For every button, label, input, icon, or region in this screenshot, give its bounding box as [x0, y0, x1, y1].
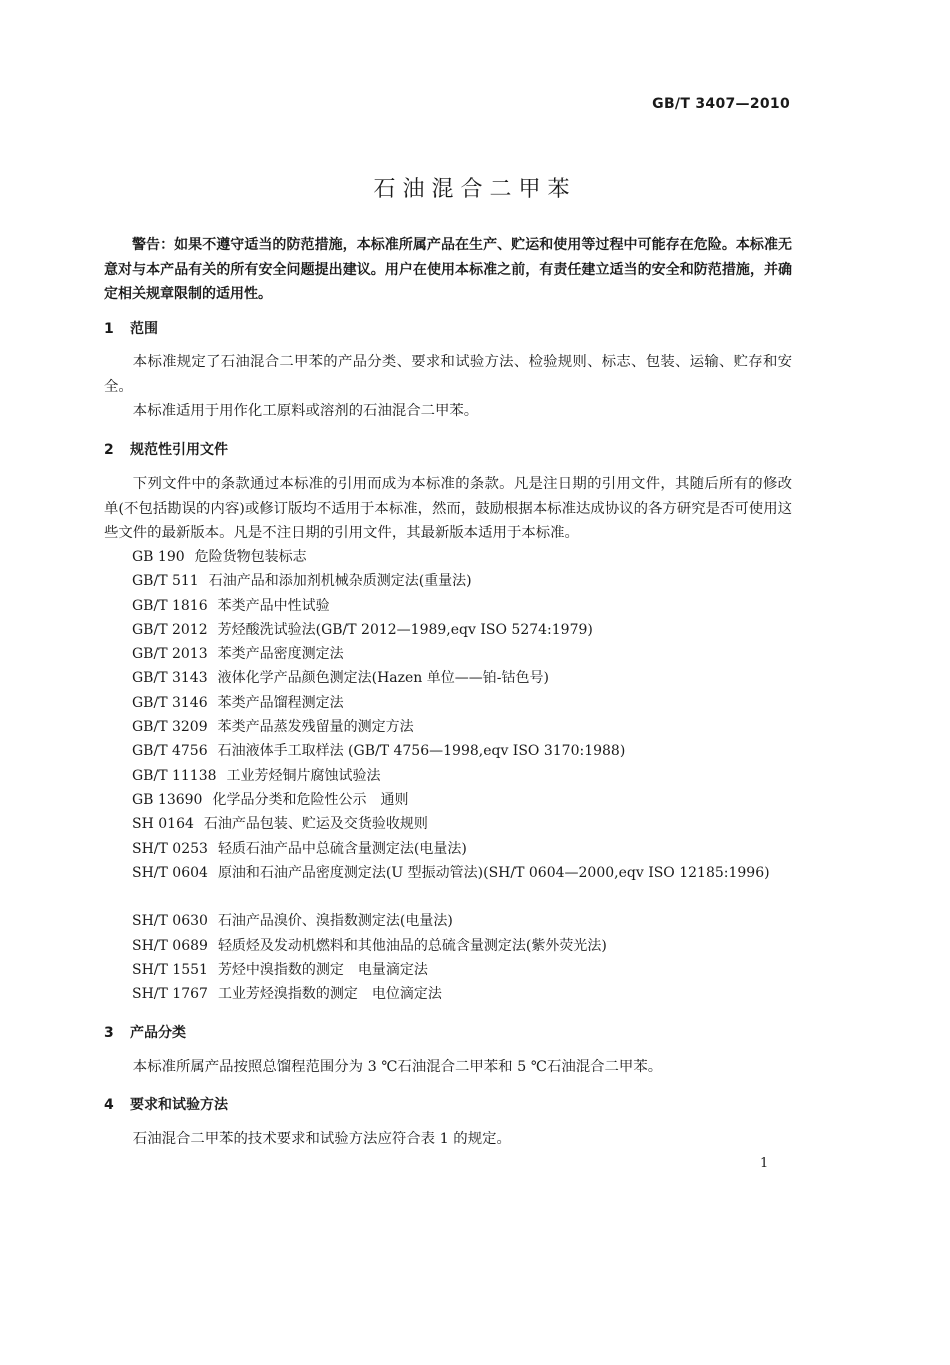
reference-title: 苯类产品密度测定法 — [217, 646, 344, 663]
reference-code: GB/T 2012 — [132, 621, 208, 638]
reference-item — [104, 958, 794, 982]
reference-list — [104, 545, 794, 1007]
section-2-number: 2 — [104, 442, 114, 458]
warning-paragraph: 警告：如果不遵守适当的防范措施，本标准所属产品在生产、贮运和使用等过程中可能存在危险。本标准无意对与本产品有关的所有安全问题提出建议。用户在使用本标准之前，有责任建立适当的安全和防范措施，并确定相关规章限制的适用性。 — [104, 237, 792, 302]
reference-item — [104, 739, 794, 763]
reference-item — [104, 618, 794, 642]
reference-title: 石油液体手工取样法 (GB/T 4756—1998,eqv ISO 3170:1988) — [217, 743, 626, 760]
reference-code: GB/T 511 — [132, 573, 199, 590]
section-2-heading — [104, 439, 228, 459]
reference-title: 石油产品和添加剂机械杂质测定法(重量法) — [208, 573, 472, 590]
reference-item — [104, 934, 794, 958]
section-2-title: 规范性引用文件 — [130, 442, 228, 458]
reference-title: 化学品分类和危险性公示 通则 — [212, 791, 409, 808]
section-1-paragraph-1: 本标准规定了石油混合二甲苯的产品分类、要求和试验方法、检验规则、标志、包装、运输、贮存和安全。 — [104, 354, 792, 395]
reference-title: 石油产品包装、贮运及交货验收规则 — [203, 816, 428, 833]
reference-title: 液体化学产品颜色测定法(Hazen 单位——铂-钴色号) — [217, 670, 549, 687]
reference-item — [104, 982, 794, 1006]
reference-code: GB/T 3143 — [132, 670, 208, 687]
reference-code: GB/T 2013 — [132, 646, 208, 663]
reference-item — [104, 691, 794, 715]
section-4-heading — [104, 1094, 228, 1114]
reference-item — [104, 545, 794, 569]
reference-code: GB 13690 — [132, 791, 203, 808]
section-3-number: 3 — [104, 1025, 114, 1041]
reference-title: 轻质石油产品中总硫含量测定法(电量法) — [217, 840, 467, 857]
reference-item — [104, 861, 794, 910]
section-1-title: 范围 — [130, 321, 158, 337]
reference-item — [104, 812, 794, 836]
reference-item — [104, 788, 794, 812]
page-number: 1 — [760, 1156, 769, 1171]
reference-code: GB/T 4756 — [132, 743, 208, 760]
reference-title: 芳烃中溴指数的测定 电量滴定法 — [217, 962, 428, 979]
section-1-heading — [104, 318, 158, 338]
section-2-intro: 下列文件中的条款通过本标准的引用而成为本标准的条款。凡是注日期的引用文件，其随后所有的修改单(不包括勘误的内容)或修订版均不适用于本标准，然而，鼓励根据本标准达成协议的各方研究是否可使用这些文件的最新版本。凡是不注日期的引用文件，其最新版本适用于本标准。 — [104, 476, 792, 541]
reference-title: 苯类产品蒸发残留量的测定方法 — [217, 719, 414, 736]
reference-code: GB 190 — [132, 549, 185, 565]
reference-code: GB/T 11138 — [132, 767, 217, 784]
reference-title: 苯类产品馏程测定法 — [217, 694, 344, 711]
reference-item — [104, 715, 794, 739]
reference-title: 工业芳烃溴指数的测定 电位滴定法 — [217, 986, 442, 1003]
section-4-number: 4 — [104, 1097, 114, 1113]
reference-code: SH/T 1767 — [132, 986, 208, 1003]
reference-title: 工业芳烃铜片腐蚀试验法 — [226, 767, 381, 784]
reference-code: SH/T 1551 — [132, 962, 208, 979]
reference-item — [104, 666, 794, 690]
reference-item — [104, 837, 794, 861]
document-title: 石油混合二甲苯 — [373, 177, 577, 202]
reference-code: GB/T 3146 — [132, 694, 208, 711]
section-1-number: 1 — [104, 321, 114, 337]
reference-title: 危险货物包装标志 — [194, 549, 307, 565]
section-3-heading — [104, 1022, 186, 1042]
section-3-title: 产品分类 — [130, 1025, 186, 1041]
reference-title: 原油和石油产品密度测定法(U 型振动管法)(SH/T 0604—2000,eqv ISO 12185:1996) — [217, 864, 770, 881]
reference-code: GB/T 1816 — [132, 597, 208, 614]
reference-title: 芳烃酸洗试验法(GB/T 2012—1989,eqv ISO 5274:1979) — [217, 621, 593, 638]
reference-item — [104, 909, 794, 933]
reference-title: 苯类产品中性试验 — [217, 597, 330, 614]
reference-title: 轻质烃及发动机燃料和其他油品的总硫含量测定法(紫外荧光法) — [217, 937, 607, 954]
reference-item — [104, 764, 794, 788]
reference-code: SH/T 0630 — [132, 913, 208, 930]
section-4-title: 要求和试验方法 — [130, 1097, 228, 1113]
reference-code: SH/T 0253 — [132, 840, 208, 857]
section-4-paragraph: 石油混合二甲苯的技术要求和试验方法应符合表 1 的规定。 — [132, 1131, 511, 1147]
standard-number: GB/T 3407—2010 — [652, 96, 790, 112]
reference-item — [104, 594, 794, 618]
reference-code: SH/T 0689 — [132, 937, 208, 954]
section-1-paragraph-2: 本标准适用于用作化工原料或溶剂的石油混合二甲苯。 — [132, 403, 479, 419]
reference-title: 石油产品溴价、溴指数测定法(电量法) — [217, 913, 453, 930]
reference-item — [104, 642, 794, 666]
reference-code: SH/T 0604 — [132, 864, 208, 881]
reference-item — [104, 569, 794, 593]
section-3-paragraph: 本标准所属产品按照总馏程范围分为 3 ℃石油混合二甲苯和 5 ℃石油混合二甲苯。 — [132, 1059, 663, 1075]
reference-code: SH 0164 — [132, 816, 194, 833]
reference-code: GB/T 3209 — [132, 719, 208, 736]
